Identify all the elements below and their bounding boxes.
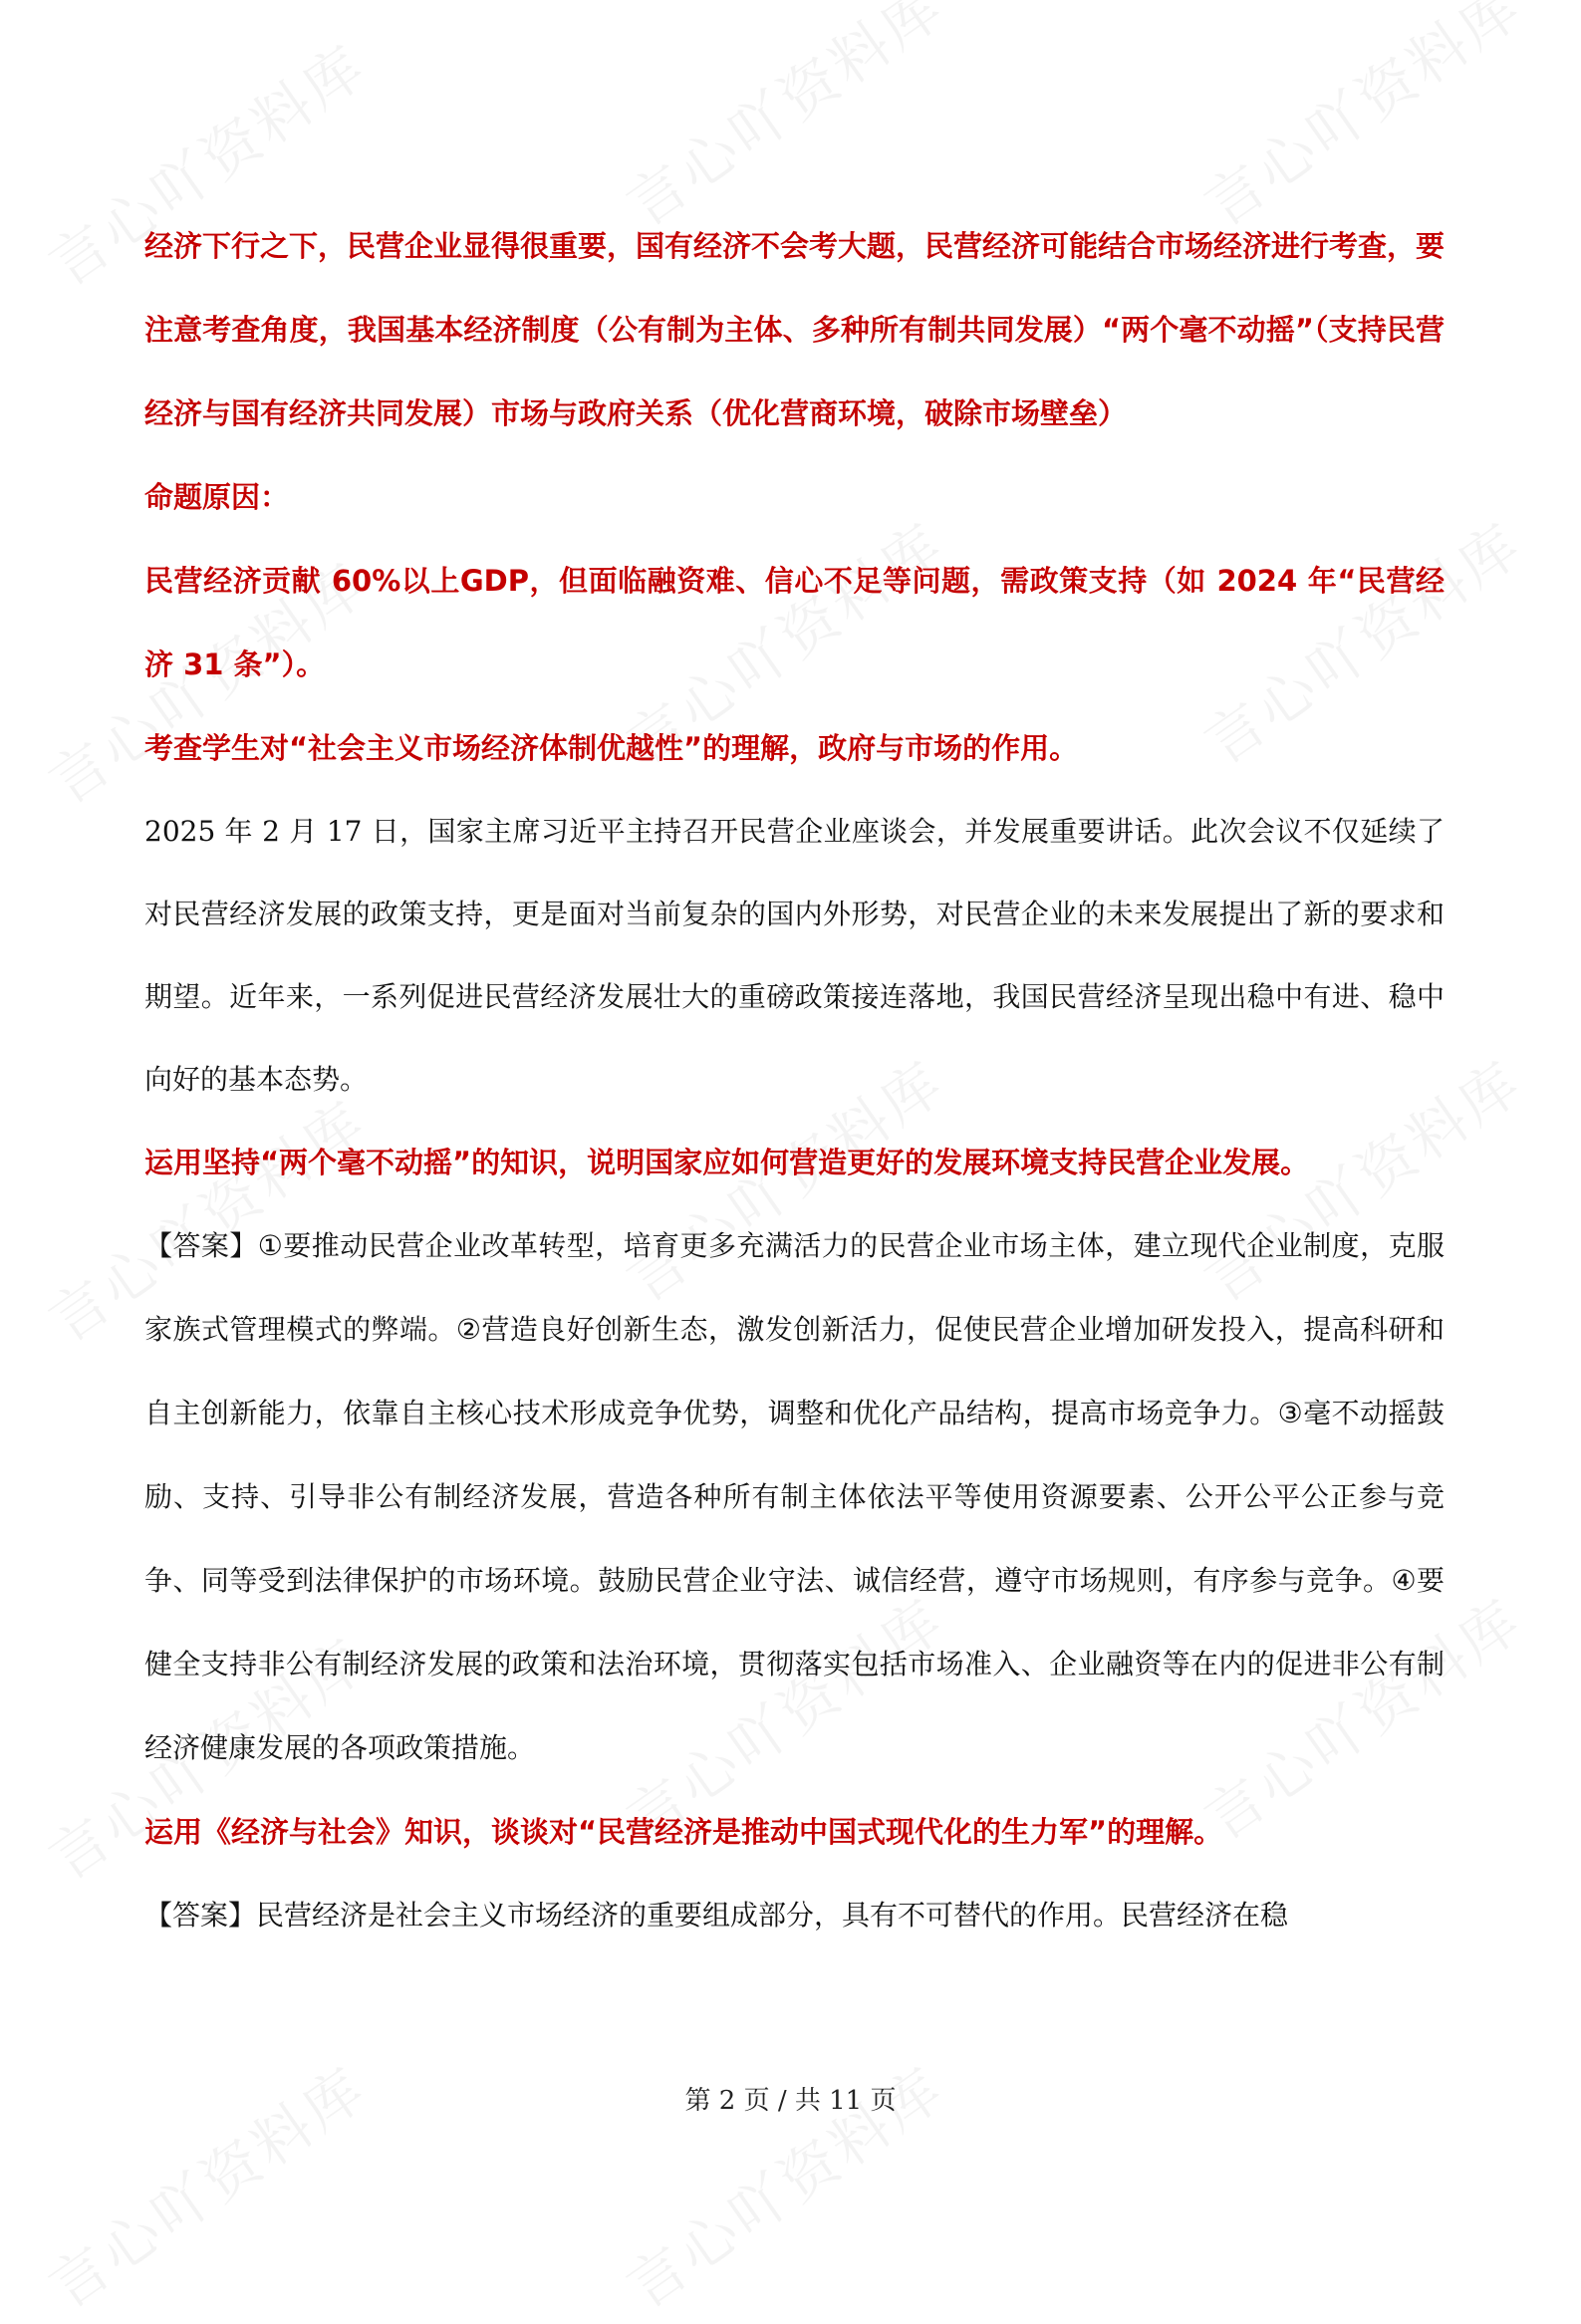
question-1: 运用坚持“两个毫不动摇”的知识，说明国家应如何营造更好的发展环境支持民营企业发展。: [144, 1146, 1310, 1179]
answer-1: [144, 1204, 1445, 1790]
page-number-footer: 第 2 页 / 共 11 页: [684, 2086, 897, 2116]
document-body: [144, 204, 1445, 1957]
answer-2-text: 民营经济是社会主义市场经济的重要组成部分，具有不可替代的作用。民营经济在稳: [256, 1899, 1289, 1932]
exam-objective: 考查学生对“社会主义市场经济体制优越性”的理解，政府与市场的作用。: [144, 731, 1079, 765]
reason-heading: 命题原因：: [144, 480, 290, 514]
background-material: 2025 年 2 月 17 日，国家主席习近平主持召开民营企业座谈会，并发展重要讲话。此次会议不仅延续了对民营经济发展的政策支持，更是面对当前复杂的国内外形势，对民营企业的未来发展提出了新的要求和期望。近年来，一系列促进民营经济发展壮大的重磅政策接连落地，我国民营经济呈现出稳中有进、稳中向好的基本态势。: [144, 815, 1445, 1096]
answer-tag: 【答案】: [144, 1229, 258, 1262]
reason-text: 民营经济贡献 60%以上GDP，但面临融资难、信心不足等问题，需政策支持（如 2024 年“民营经济 31 条”）。: [144, 564, 1445, 681]
question-2: 运用《经济与社会》知识，谈谈对“民营经济是推动中国式现代化的生力军”的理解。: [144, 1815, 1223, 1849]
exam-focus-note: 经济下行之下，民营企业显得很重要，国有经济不会考大题，民营经济可能结合市场经济进行考查，要注意考查角度，我国基本经济制度（公有制为主体、多种所有制共同发展）“两个毫不动摇”（支持民营经济与国有经济共同发展）市场与政府关系（优化营商环境，破除市场壁垒）: [144, 229, 1446, 430]
answer-2: [144, 1874, 1445, 1957]
answer-1-text: ①要推动民营企业改革转型，培育更多充满活力的民营企业市场主体，建立现代企业制度，克服家族式管理模式的弊端。②营造良好创新生态，激发创新活力，促使民营企业增加研发投入，提高科研和自主创新能力，依靠自主核心技术形成竞争优势，调整和优化产品结构，提高市场竞争力。③毫不动摇鼓励、支持、引导非公有制经济发展，营造各种所有制主体依法平等使用资源要素、公开公平公正参与竞争、同等受到法律保护的市场环境。鼓励民营企业守法、诚信经营，遵守市场规则，有序参与竞争。④要健全支持非公有制经济发展的政策和法治环境，贯彻落实包括市场准入、企业融资等在内的促进非公有制经济健康发展的各项政策措施。: [144, 1229, 1445, 1764]
answer-tag: 【答案】: [144, 1899, 257, 1932]
